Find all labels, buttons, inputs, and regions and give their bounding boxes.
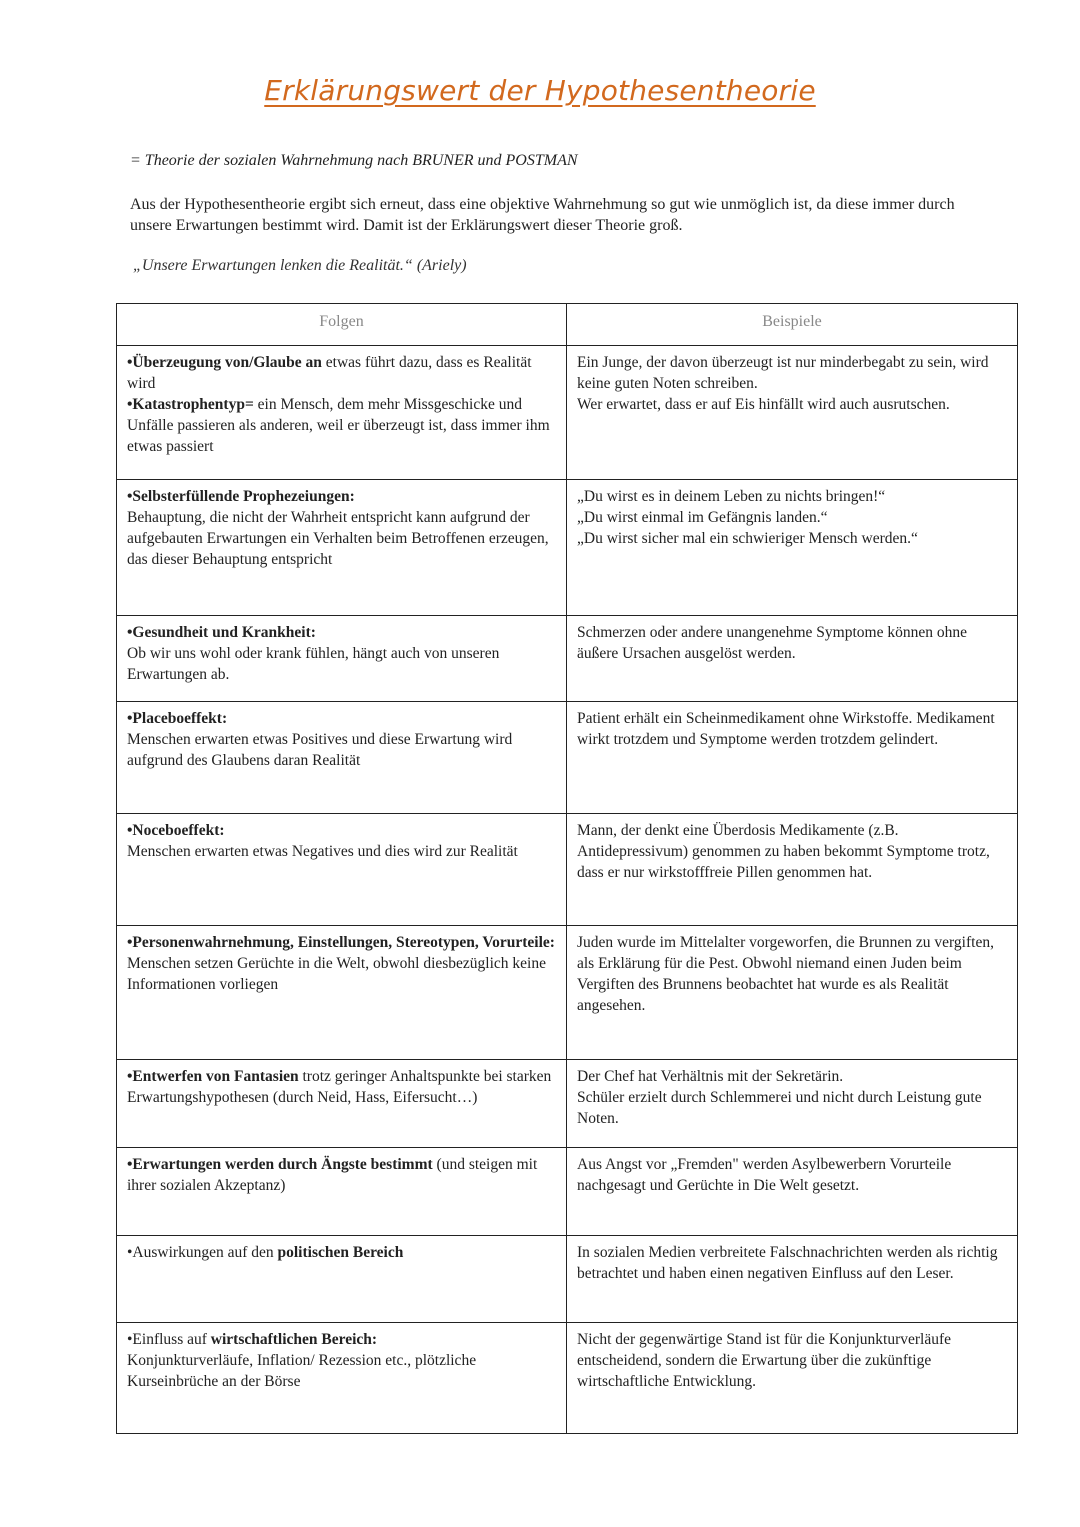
beispiele-cell [567, 480, 1018, 616]
example: Aus Angst vor „Fremden" werden Asylbewerbern Vorurteile nachgesagt und Gerüchte in Die Welt gesetzt. [577, 1156, 952, 1194]
quote: „Unsere Erwartungen lenken die Realität.“ (Ariely) [133, 257, 467, 274]
table-row [117, 1323, 1018, 1434]
intro-paragraph: Aus der Hypothesentheorie ergibt sich erneut, dass eine objektive Wahrnehmung so gut wie unmöglich ist, da diese immer durch unsere Erwartungen bestimmt wird. Damit ist der Erklärungswert dieser Theorie groß. [130, 196, 955, 234]
folgen-cell [117, 702, 567, 814]
table-row [117, 1236, 1018, 1323]
column-header-beispiele: Beispiele [567, 304, 1018, 346]
consequences-table [116, 303, 1018, 1434]
description: (und steigen mit ihrer sozialen Akzeptanz) [127, 1156, 538, 1194]
term: •Katastrophentyp= [127, 396, 254, 413]
description: Konjunkturverläufe, Inflation/ Rezession etc., plötzliche Kurseinbrüche an der Börse [127, 1352, 477, 1390]
example: Wer erwartet, dass er auf Eis hinfällt wird auch ausrutschen. [577, 396, 950, 413]
example: In sozialen Medien verbreitete Falschnachrichten werden als richtig betrachtet und haben einen negativen Einfluss auf den Leser. [577, 1244, 998, 1282]
example: Juden wurde im Mittelalter vorgeworfen, die Brunnen zu vergiften, als Erklärung für die Pest. Obwohl niemand einen Juden beim Vergiften des Brunnens beobachtet hat wurde es als Realität angesehen. [577, 934, 994, 1014]
term: politischen Bereich [277, 1244, 404, 1261]
example: „Du wirst einmal im Gefängnis landen.“ [577, 509, 828, 526]
column-header-folgen: Folgen [117, 304, 567, 346]
beispiele-cell [567, 1236, 1018, 1323]
table-header-row [117, 304, 1018, 346]
table-row [117, 616, 1018, 702]
beispiele-cell [567, 616, 1018, 702]
example: „Du wirst sicher mal ein schwieriger Mensch werden.“ [577, 530, 918, 547]
term: wirtschaftlichen Bereich: [210, 1331, 378, 1348]
example: Ein Junge, der davon überzeugt ist nur minderbegabt zu sein, wird keine guten Noten schreiben. [577, 354, 989, 392]
table-row [117, 1060, 1018, 1148]
term: •Überzeugung von/Glaube an [127, 354, 322, 371]
example: Schmerzen oder andere unangenehme Symptome können ohne äußere Ursachen ausgelöst werden. [577, 624, 967, 662]
table-row [117, 814, 1018, 926]
folgen-cell [117, 1236, 567, 1323]
description: ein Mensch, dem mehr Missgeschicke und Unfälle passieren als anderen, weil er überzeugt ist, dass immer ihm etwas passiert [127, 396, 550, 455]
term: •Erwartungen werden durch Ängste bestimmt [127, 1156, 433, 1173]
beispiele-cell [567, 1323, 1018, 1434]
folgen-cell [117, 814, 567, 926]
example: „Du wirst es in deinem Leben zu nichts bringen!“ [577, 488, 886, 505]
table-row [117, 346, 1018, 480]
table-row [117, 702, 1018, 814]
beispiele-cell [567, 1060, 1018, 1148]
description: Ob wir uns wohl oder krank fühlen, hängt auch von unseren Erwartungen ab. [127, 645, 500, 683]
term: •Gesundheit und Krankheit: [127, 624, 316, 641]
beispiele-cell [567, 814, 1018, 926]
example: Schüler erzielt durch Schlemmerei und nicht durch Leistung gute Noten. [577, 1089, 982, 1127]
beispiele-cell [567, 926, 1018, 1060]
description: Menschen setzen Gerüchte in die Welt, obwohl diesbezüglich keine Informationen vorliegen [127, 955, 546, 993]
folgen-cell [117, 926, 567, 1060]
example: Mann, der denkt eine Überdosis Medikamente (z.B. Antidepressivum) genommen zu haben bekommt Symptome trotz, dass er nur wirkstofffreie Pillen genommen hat. [577, 822, 990, 881]
description: Behauptung, die nicht der Wahrheit entspricht kann aufgrund der aufgebauten Erwartungen ein Verhalten beim Betroffenen erzeugen, das dieser Behauptung entspricht [127, 509, 549, 568]
example: Nicht der gegenwärtige Stand ist für die Konjunkturverläufe entscheidend, sondern die Erwartung über die zukünftige wirtschaftliche Entwicklung. [577, 1331, 952, 1390]
table-row [117, 926, 1018, 1060]
description: •Auswirkungen auf den [127, 1244, 278, 1261]
folgen-cell [117, 346, 567, 480]
term: •Personenwahrnehmung, Einstellungen, Stereotypen, Vorurteile: [127, 934, 555, 951]
term: •Entwerfen von Fantasien [127, 1068, 299, 1085]
beispiele-cell [567, 346, 1018, 480]
description: •Einfluss auf [127, 1331, 211, 1348]
term: •Noceboeffekt: [127, 822, 225, 839]
term: •Placeboeffekt: [127, 710, 228, 727]
description: trotz geringer Anhaltspunkte bei starken Erwartungshypothesen (durch Neid, Hass, Eifersucht…) [127, 1068, 552, 1106]
folgen-cell [117, 1148, 567, 1236]
page-title: Erklärungswert der Hypothesentheorie [264, 74, 816, 107]
description: Menschen erwarten etwas Positives und diese Erwartung wird aufgrund des Glaubens daran Realität [127, 731, 513, 769]
term: •Selbsterfüllende Prophezeiungen: [127, 488, 355, 505]
description: etwas führt dazu, dass es Realität wird [127, 354, 532, 392]
folgen-cell [117, 480, 567, 616]
table-row [117, 1148, 1018, 1236]
example: Der Chef hat Verhältnis mit der Sekretärin. [577, 1068, 844, 1085]
example: Patient erhält ein Scheinmedikament ohne Wirkstoffe. Medikament wirkt trotzdem und Symptome werden trotzdem gelindert. [577, 710, 995, 748]
subtitle: = Theorie der sozialen Wahrnehmung nach BRUNER und POSTMAN [130, 152, 578, 169]
folgen-cell [117, 1323, 567, 1434]
folgen-cell [117, 1060, 567, 1148]
table-row [117, 480, 1018, 616]
beispiele-cell [567, 702, 1018, 814]
description: Menschen erwarten etwas Negatives und dies wird zur Realität [127, 843, 518, 860]
folgen-cell [117, 616, 567, 702]
beispiele-cell [567, 1148, 1018, 1236]
